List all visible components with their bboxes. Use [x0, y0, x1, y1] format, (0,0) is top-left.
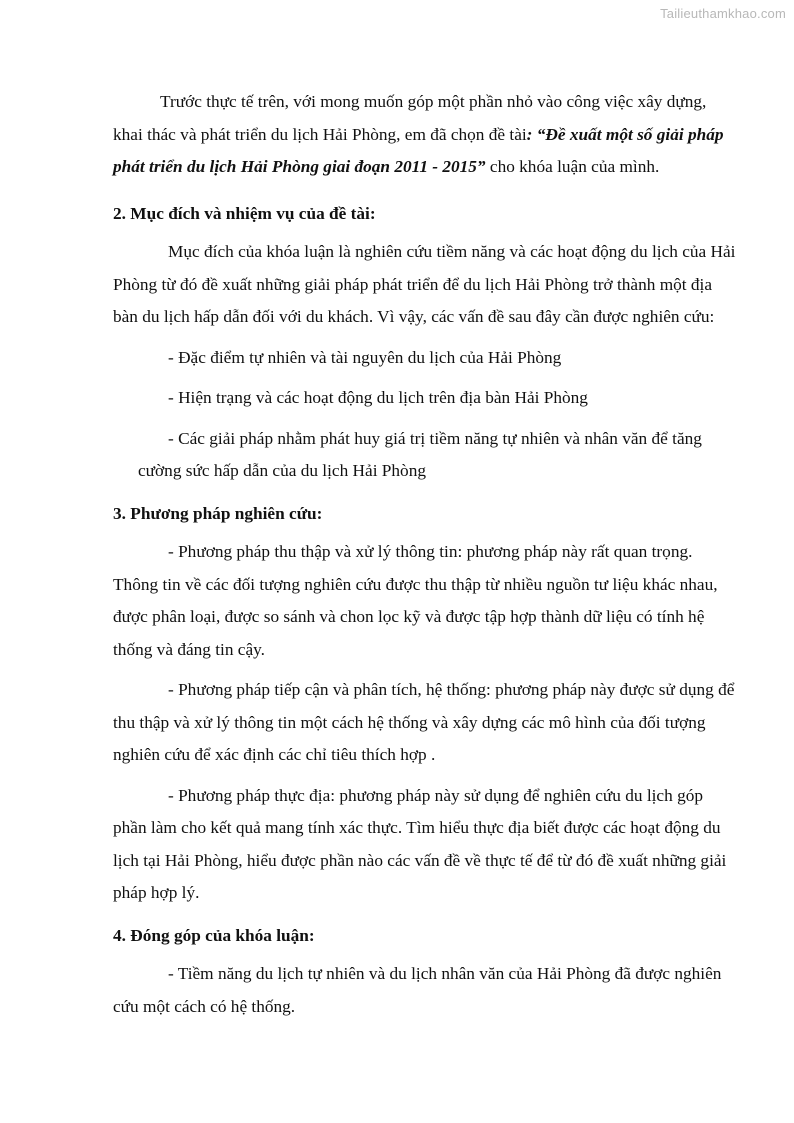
thesis-title: : “Đề xuất một số giải pháp phát triển du lịch Hải Phòng giai đoạn 2011 - 2015”	[113, 124, 724, 176]
section-3-paragraph: - Phương pháp tiếp cận và phân tích, hệ thống: phương pháp này được sử dụng để thu thập và xử lý thông tin một cách hệ thống và xây dựng các mô hình của đối tượng nghiên cứu để xác định các chỉ tiêu thích hợp .	[113, 680, 735, 764]
section-2-paragraph: Mục đích của khóa luận là nghiên cứu tiềm năng và các hoạt động du lịch của Hải Phòng từ đó đề xuất những giải pháp phát triển để du lịch Hải Phòng trở thành một địa bàn du lịch hấp dẫn đối với du khách. Vì vậy, các vấn đề sau đây cần được nghiên cứu:	[113, 242, 736, 326]
section-3-heading: 3. Phương pháp nghiên cứu:	[113, 503, 323, 523]
intro-paragraph	[113, 86, 739, 184]
section-2-item: - Hiện trạng và các hoạt động du lịch trên địa bàn Hải Phòng	[168, 388, 588, 407]
section-3-paragraph: - Phương pháp thực địa: phương pháp này sử dụng để nghiên cứu du lịch góp phần làm cho kết quả mang tính xác thực. Tìm hiểu thực địa biết được các hoạt động du lịch tại Hải Phòng, hiểu được phần nào các vấn đề về thực tế để từ đó đề xuất những giải pháp hợp lý.	[113, 785, 727, 902]
document-page	[113, 86, 739, 1023]
section-4-paragraph: - Tiềm năng du lịch tự nhiên và du lịch nhân văn của Hải Phòng đã được nghiên cứu một cách có hệ thống.	[113, 964, 722, 1016]
intro-ending: cho khóa luận của mình.	[485, 157, 660, 176]
section-2-item: - Các giải pháp nhằm phát huy giá trị tiềm năng tự nhiên và nhân văn để tăng cường sức hấp dẫn của du lịch Hải Phòng	[138, 428, 702, 480]
section-4-heading: 4. Đóng góp của khóa luận:	[113, 925, 315, 945]
watermark: Tailieuthamkhao.com	[660, 6, 786, 21]
intro-text: Trước thực tế trên, với mong muốn góp một phần nhỏ vào công việc xây dựng, khai thác và phát triển du lịch Hải Phòng, em đã chọn đề tài	[113, 92, 707, 144]
section-2-heading: 2. Mục đích và nhiệm vụ của đề tài:	[113, 203, 376, 223]
section-2-item: - Đặc điểm tự nhiên và tài nguyên du lịch của Hải Phòng	[168, 347, 562, 367]
section-3-paragraph: - Phương pháp thu thập và xử lý thông tin: phương pháp này rất quan trọng. Thông tin về các đối tượng nghiên cứu được thu thập từ nhiều nguồn tư liệu khác nhau, được phân loại, được so sánh và chon lọc kỹ và được tập hợp thành dữ liệu có tính hệ thống và đáng tin cậy.	[113, 542, 718, 659]
